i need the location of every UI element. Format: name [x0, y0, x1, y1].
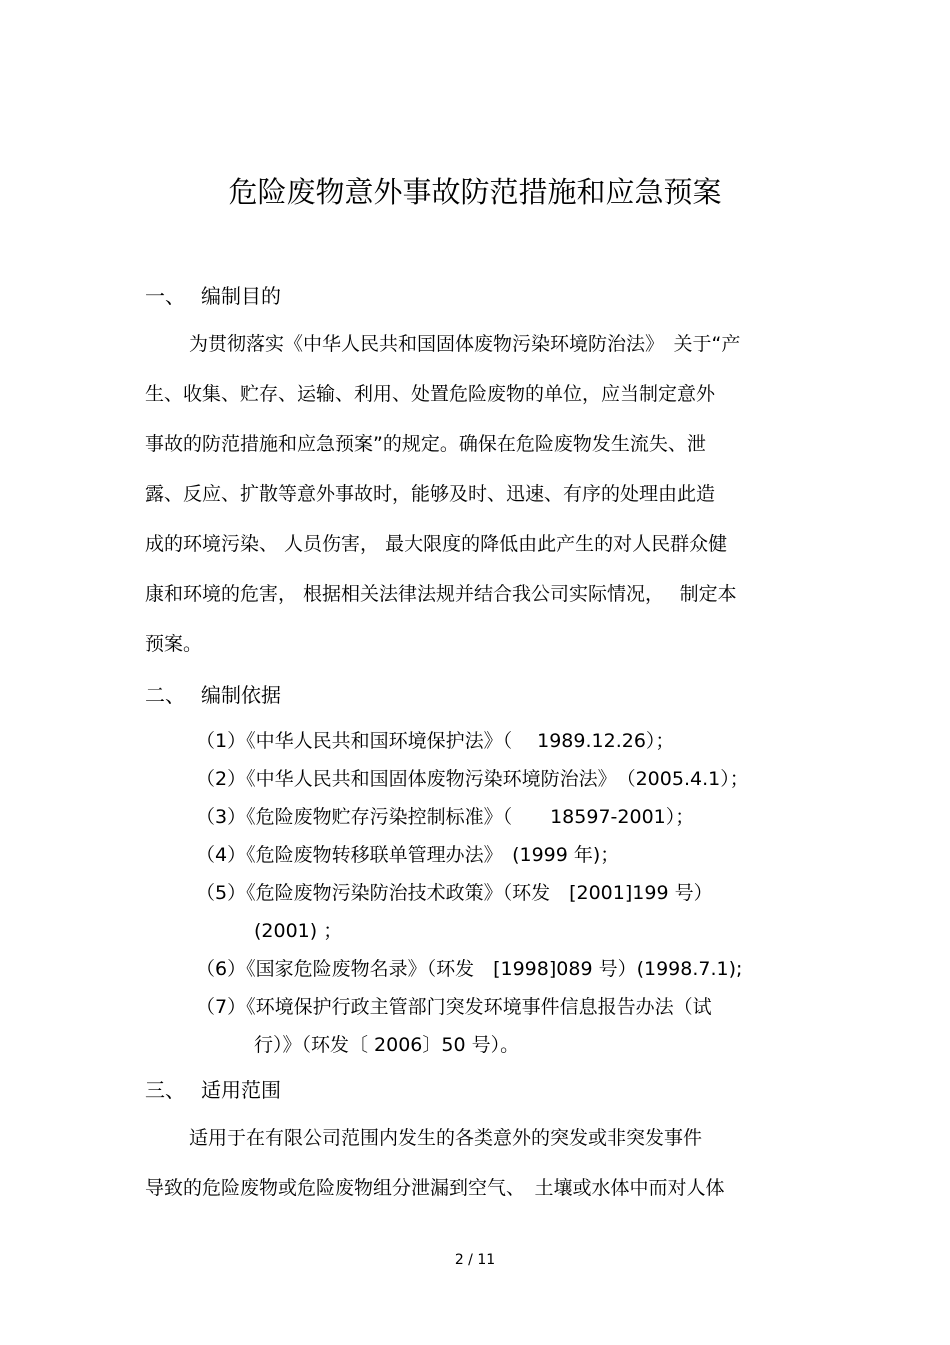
section-heading: 适用范围 — [201, 1078, 281, 1102]
reference-item: （3）《危险废物贮存污染控制标准》（ 18597-2001）； — [196, 806, 695, 828]
reference-item-continued: 行）》（环发〔 2006〕50 号）。 — [254, 1034, 520, 1056]
reference-item: （5）《危险废物污染防治技术政策》（环发 [2001]199 号） — [196, 882, 713, 904]
reference-item: （1）《中华人民共和国环境保护法》（ 1989.12.26）； — [196, 730, 675, 752]
paragraph-line: 生、收集、贮存、运输、利用、处置危险废物的单位，应当制定意外 — [145, 383, 716, 405]
section-number: 二、 — [145, 683, 185, 707]
reference-item: （6）《国家危险废物名录》（环发 [1998]089 号）(1998.7.1); — [196, 958, 743, 980]
paragraph-line: 预案。 — [145, 633, 203, 655]
paragraph-line: 成的环境污染、 人员伤害， 最大限度的降低由此产生的对人民群众健 — [145, 533, 728, 555]
paragraph-line: 适用于在有限公司范围内发生的各类意外的突发或非突发事件 — [189, 1127, 703, 1149]
section-heading: 编制目的 — [201, 284, 281, 308]
reference-item: （2）《中华人民共和国固体废物污染环境防治法》 （2005.4.1）； — [196, 768, 749, 790]
paragraph-line: 露、反应、扩散等意外事故时，能够及时、迅速、有序的处理由此造 — [145, 483, 716, 505]
reference-item: （4）《危险废物转移联单管理办法》 (1999 年)； — [196, 844, 620, 866]
paragraph-line: 事故的防范措施和应急预案”的规定。确保在危险废物发生流失、泄 — [145, 433, 706, 455]
section-heading: 编制依据 — [201, 683, 281, 707]
reference-item-continued: (2001) ； — [254, 920, 343, 942]
page-number: 2 / 11 — [454, 1252, 496, 1268]
document-title: 危险废物意外事故防范措施和应急预案 — [228, 175, 722, 209]
section-number: 一、 — [145, 284, 185, 308]
paragraph-line: 导致的危险废物或危险废物组分泄漏到空气、 土壤或水体中而对人体 — [145, 1177, 725, 1199]
reference-item: （7）《环境保护行政主管部门突发环境事件信息报告办法（试 — [196, 996, 712, 1018]
section-number: 三、 — [145, 1078, 185, 1102]
paragraph-line: 康和环境的危害， 根据相关法律法规并结合我公司实际情况， 制定本 — [145, 583, 737, 605]
paragraph-line: 为贯彻落实《中华人民共和国固体废物污染环境防治法》 关于“产 — [189, 333, 741, 355]
